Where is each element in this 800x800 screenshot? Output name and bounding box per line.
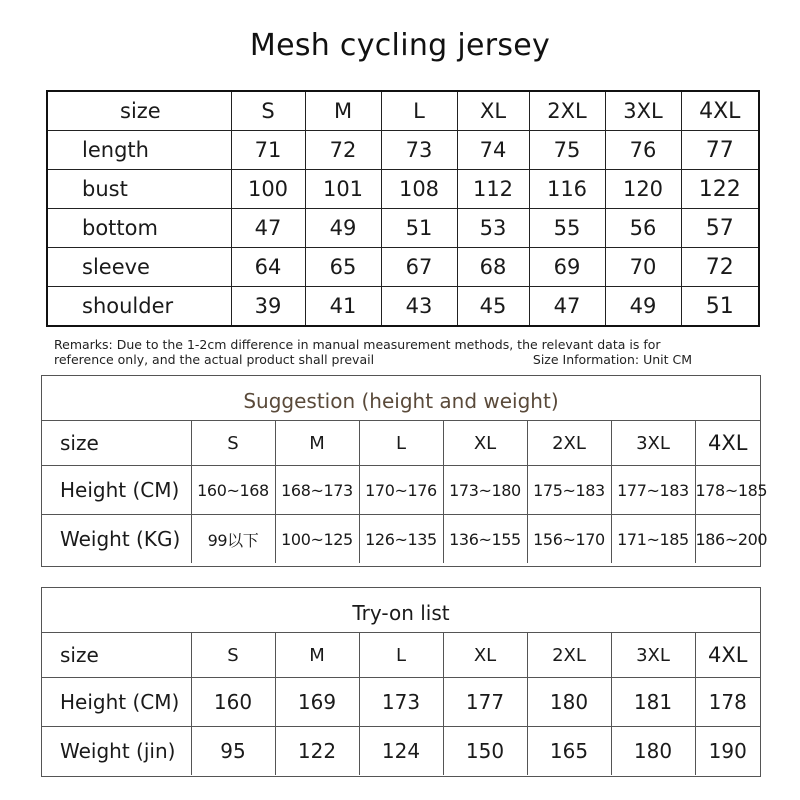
size-header-row: [42, 633, 760, 678]
size-header-cell: 4XL: [695, 421, 760, 466]
table-cell: 173: [359, 678, 443, 727]
size-header-cell: L: [359, 421, 443, 466]
table-cell: 180: [527, 678, 611, 727]
table-cell: 49: [305, 209, 381, 248]
table-cell: 116: [529, 170, 605, 209]
table-row: [42, 678, 760, 727]
table-cell: 43: [381, 287, 457, 327]
size-header-cell: L: [359, 633, 443, 678]
size-header-cell: L: [381, 91, 457, 131]
table-cell: 177: [443, 678, 527, 727]
table-cell: 53: [457, 209, 529, 248]
page-title: Mesh cycling jersey: [249, 28, 551, 63]
size-header-cell: 2XL: [529, 91, 605, 131]
size-header-cell: 3XL: [605, 91, 681, 131]
table-cell: 67: [381, 248, 457, 287]
table-cell: 160: [191, 678, 275, 727]
table-cell: 51: [381, 209, 457, 248]
table-cell: 178~185: [695, 466, 760, 515]
size-header-cell: 4XL: [695, 633, 760, 678]
size-header-cell: 4XL: [681, 91, 759, 131]
table-cell: 41: [305, 287, 381, 327]
size-header-cell: S: [191, 633, 275, 678]
table-row: [42, 466, 760, 515]
table-cell: 108: [381, 170, 457, 209]
size-header-cell: 3XL: [611, 421, 695, 466]
table-cell: 73: [381, 131, 457, 170]
size-header-row: [42, 421, 760, 466]
size-header-label: size: [47, 91, 231, 131]
table-cell: 101: [305, 170, 381, 209]
table-cell: 99以下: [191, 515, 275, 564]
table-cell: 69: [529, 248, 605, 287]
table-cell: 170~176: [359, 466, 443, 515]
size-chart-table: [46, 90, 760, 327]
table-cell: 150: [443, 727, 527, 776]
row-label: bottom: [47, 209, 231, 248]
size-header-label: size: [42, 633, 191, 678]
table-cell: 100~125: [275, 515, 359, 564]
remarks-note: [54, 337, 754, 367]
table-cell: 71: [231, 131, 305, 170]
table-cell: 171~185: [611, 515, 695, 564]
suggestion-table: [41, 375, 768, 567]
table-cell: 112: [457, 170, 529, 209]
table-cell: 122: [275, 727, 359, 776]
table-cell: 190: [695, 727, 760, 776]
row-label: Weight (jin): [42, 727, 191, 776]
table-row: [42, 727, 760, 776]
table-cell: 169: [275, 678, 359, 727]
table-cell: 39: [231, 287, 305, 327]
size-header-cell: M: [275, 633, 359, 678]
table-cell: 77: [681, 131, 759, 170]
table-cell: 168~173: [275, 466, 359, 515]
size-header-cell: S: [231, 91, 305, 131]
table-row: [47, 170, 759, 209]
table-row: [47, 248, 759, 287]
tryon-table: [41, 587, 761, 777]
size-header-cell: 2XL: [527, 633, 611, 678]
table-cell: 165: [527, 727, 611, 776]
row-label: sleeve: [47, 248, 231, 287]
size-header-cell: XL: [443, 421, 527, 466]
unit-note: Size Information: Unit CM: [532, 352, 692, 367]
size-header-cell: 3XL: [611, 633, 695, 678]
row-label: shoulder: [47, 287, 231, 327]
table-cell: 122: [681, 170, 759, 209]
size-header-cell: XL: [443, 633, 527, 678]
table-cell: 75: [529, 131, 605, 170]
table-cell: 156~170: [527, 515, 611, 564]
size-header-cell: XL: [457, 91, 529, 131]
table-cell: 124: [359, 727, 443, 776]
table-cell: 56: [605, 209, 681, 248]
table-cell: 47: [529, 287, 605, 327]
suggestion-caption: Suggestion (height and weight): [42, 376, 760, 421]
table-cell: 51: [681, 287, 759, 327]
row-label: Height (CM): [42, 678, 191, 727]
table-cell: 173~180: [443, 466, 527, 515]
size-header-cell: M: [275, 421, 359, 466]
table-cell: 47: [231, 209, 305, 248]
table-cell: 181: [611, 678, 695, 727]
table-cell: 180: [611, 727, 695, 776]
remarks-line-2: reference only, and the actual product shall prevail: [54, 352, 375, 367]
tryon-caption: Try-on list: [42, 588, 760, 633]
size-header-label: size: [42, 421, 191, 466]
table-cell: 177~183: [611, 466, 695, 515]
size-header-cell: 2XL: [527, 421, 611, 466]
table-cell: 45: [457, 287, 529, 327]
table-cell: 175~183: [527, 466, 611, 515]
size-header-cell: S: [191, 421, 275, 466]
row-label: bust: [47, 170, 231, 209]
table-cell: 178: [695, 678, 760, 727]
table-row: [47, 287, 759, 327]
row-label: length: [47, 131, 231, 170]
table-cell: 74: [457, 131, 529, 170]
table-row: [47, 131, 759, 170]
table-cell: 100: [231, 170, 305, 209]
size-header-cell: M: [305, 91, 381, 131]
size-header-row: [47, 91, 759, 131]
table-cell: 72: [305, 131, 381, 170]
table-cell: 57: [681, 209, 759, 248]
table-cell: 126~135: [359, 515, 443, 564]
table-cell: 72: [681, 248, 759, 287]
table-row: [47, 209, 759, 248]
table-cell: 120: [605, 170, 681, 209]
table-cell: 55: [529, 209, 605, 248]
remarks-line-1: Remarks: Due to the 1-2cm difference in manual measurement methods, the relevant data is for: [54, 337, 661, 352]
row-label: Weight (KG): [42, 515, 191, 564]
table-row: [42, 515, 760, 564]
table-cell: 65: [305, 248, 381, 287]
table-cell: 70: [605, 248, 681, 287]
table-cell: 95: [191, 727, 275, 776]
table-cell: 68: [457, 248, 529, 287]
table-cell: 160~168: [191, 466, 275, 515]
table-cell: 76: [605, 131, 681, 170]
table-cell: 186~200: [695, 515, 760, 564]
row-label: Height (CM): [42, 466, 191, 515]
table-cell: 136~155: [443, 515, 527, 564]
table-cell: 64: [231, 248, 305, 287]
table-cell: 49: [605, 287, 681, 327]
